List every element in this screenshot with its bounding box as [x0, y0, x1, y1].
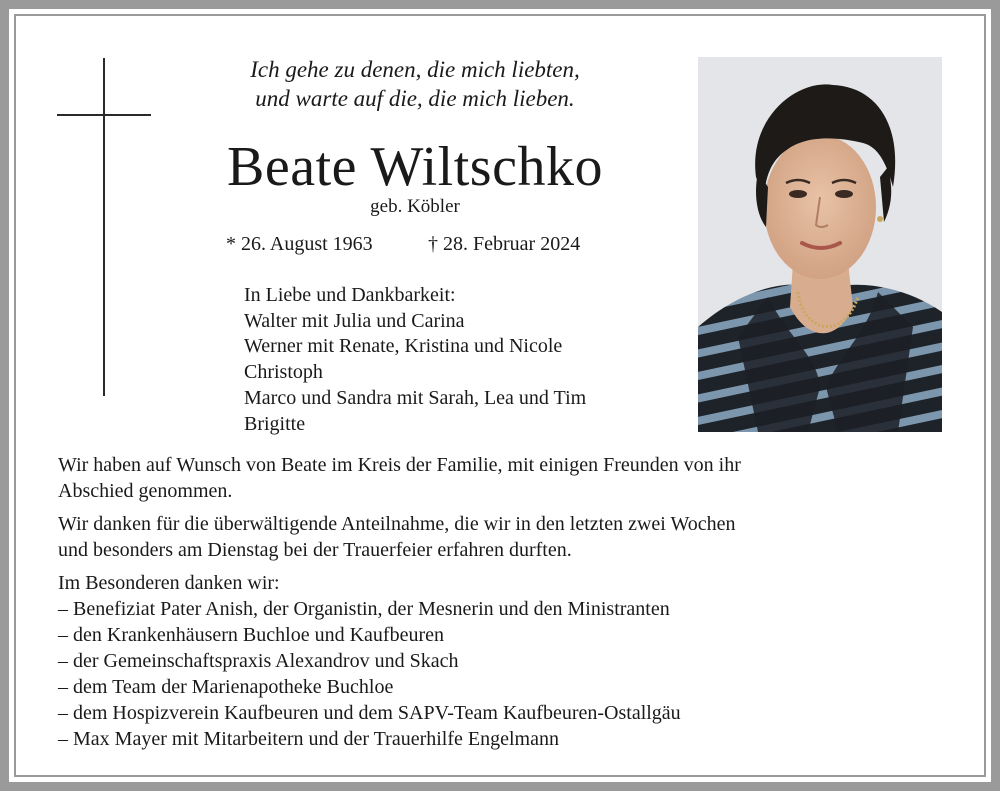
family-member: Werner mit Renate, Kristina und Nicole: [244, 335, 563, 358]
thanks-intro: Im Besonderen danken wir:: [58, 572, 280, 594]
farewell-line-1: Wir haben auf Wunsch von Beate im Kreis der Familie, mit einigen Freunden von ihr: [58, 454, 741, 476]
cross-icon: [103, 58, 105, 396]
motto-line-1: Ich gehe zu denen, die mich liebten,: [250, 57, 580, 82]
farewell-paragraph: [58, 452, 958, 504]
thanks-item: – dem Hospizverein Kaufbeuren und dem SAPV-Team Kaufbeuren-Ostallgäu: [58, 702, 681, 724]
farewell-line-2: Abschied genommen.: [58, 480, 233, 502]
birth-name: geb. Köbler: [370, 196, 460, 217]
family-member: Walter mit Julia und Carina: [244, 309, 465, 332]
thanks-item: – Max Mayer mit Mitarbeitern und der Trauerhilfe Engelmann: [58, 728, 559, 750]
motto-verse: [160, 55, 670, 113]
gratitude-line-1: Wir danken für die überwältigende Anteilnahme, die wir in den letzten zwei Wochen: [58, 513, 736, 535]
motto-line-2: und warte auf die, die mich lieben.: [255, 86, 575, 111]
family-member: Christoph: [244, 361, 323, 384]
gratitude-line-2: und besonders am Dienstag bei der Trauerfeier erfahren durften.: [58, 539, 572, 561]
thanks-list: [58, 570, 681, 752]
cross-icon-bar: [57, 114, 151, 116]
thanks-item: – dem Team der Marienapotheke Buchloe: [58, 676, 394, 698]
birth-date: * 26. August 1963: [226, 233, 373, 255]
deceased-name: Beate Wiltschko: [227, 136, 603, 198]
death-date: † 28. Februar 2024: [428, 233, 581, 255]
thanks-item: – den Krankenhäusern Buchloe und Kaufbeuren: [58, 624, 444, 646]
portrait-photo: [698, 57, 942, 432]
family-member: Brigitte: [244, 412, 306, 435]
family-list: [244, 283, 586, 437]
family-member: Marco und Sandra mit Sarah, Lea und Tim: [244, 386, 587, 409]
thanks-item: – Benefiziat Pater Anish, der Organistin, der Mesnerin und den Ministranten: [58, 598, 670, 620]
gratitude-paragraph: [58, 511, 958, 563]
thanks-item: – der Gemeinschaftspraxis Alexandrov und Skach: [58, 650, 459, 672]
family-intro: In Liebe und Dankbarkeit:: [244, 284, 456, 306]
